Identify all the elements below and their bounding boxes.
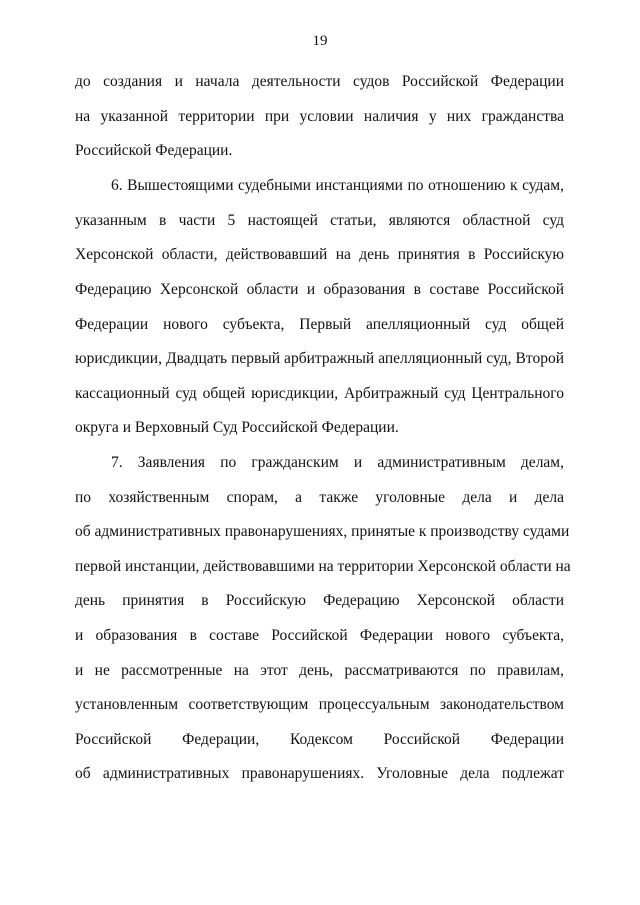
text-line: и образования в составе Российской Федерации нового субъекта, xyxy=(75,627,564,644)
text-line: 6. Вышестоящими судебными инстанциями по отношению к судам, xyxy=(111,177,564,194)
text-line: Федерацию Херсонской области и образования в составе Российской xyxy=(75,281,564,298)
text-line: 7. Заявления по гражданским и административным делам, xyxy=(111,454,564,471)
text-line: Российской Федерации, Кодексом Российской Федерации xyxy=(75,731,564,748)
text-line: установленным соответствующим процессуальным законодательством xyxy=(75,696,564,713)
text-line: на указанной территории при условии наличия у них гражданства xyxy=(75,108,564,125)
text-line: округа и Верховный Суд Российской Федерации. xyxy=(75,419,399,436)
text-line: до создания и начала деятельности судов Российской Федерации xyxy=(75,73,564,90)
page-number: 19 xyxy=(312,33,328,49)
text-line: Федерации нового субъекта, Первый апелляционный суд общей xyxy=(75,316,564,333)
text-line: юрисдикции, Двадцать первый арбитражный апелляционный суд, Второй xyxy=(75,350,564,367)
text-line: об административных правонарушениях, принятые к производству судами xyxy=(75,523,570,540)
text-line: кассационный суд общей юрисдикции, Арбитражный суд Центрального xyxy=(75,385,564,402)
text-line: Российской Федерации. xyxy=(75,142,233,159)
text-line: указанным в части 5 настоящей статьи, являются областной суд xyxy=(75,212,564,229)
text-line: Херсонской области, действовавший на день принятия в Российскую xyxy=(75,246,564,263)
text-line: об административных правонарушениях. Уголовные дела подлежат xyxy=(75,765,564,782)
text-line: по хозяйственным спорам, а также уголовные дела и дела xyxy=(75,489,564,506)
text-line: первой инстанции, действовавшими на территории Херсонской области на xyxy=(75,558,571,575)
text-line: день принятия в Российскую Федерацию Херсонской области xyxy=(75,592,564,609)
text-line: и не рассмотренные на этот день, рассматриваются по правилам, xyxy=(75,662,564,679)
